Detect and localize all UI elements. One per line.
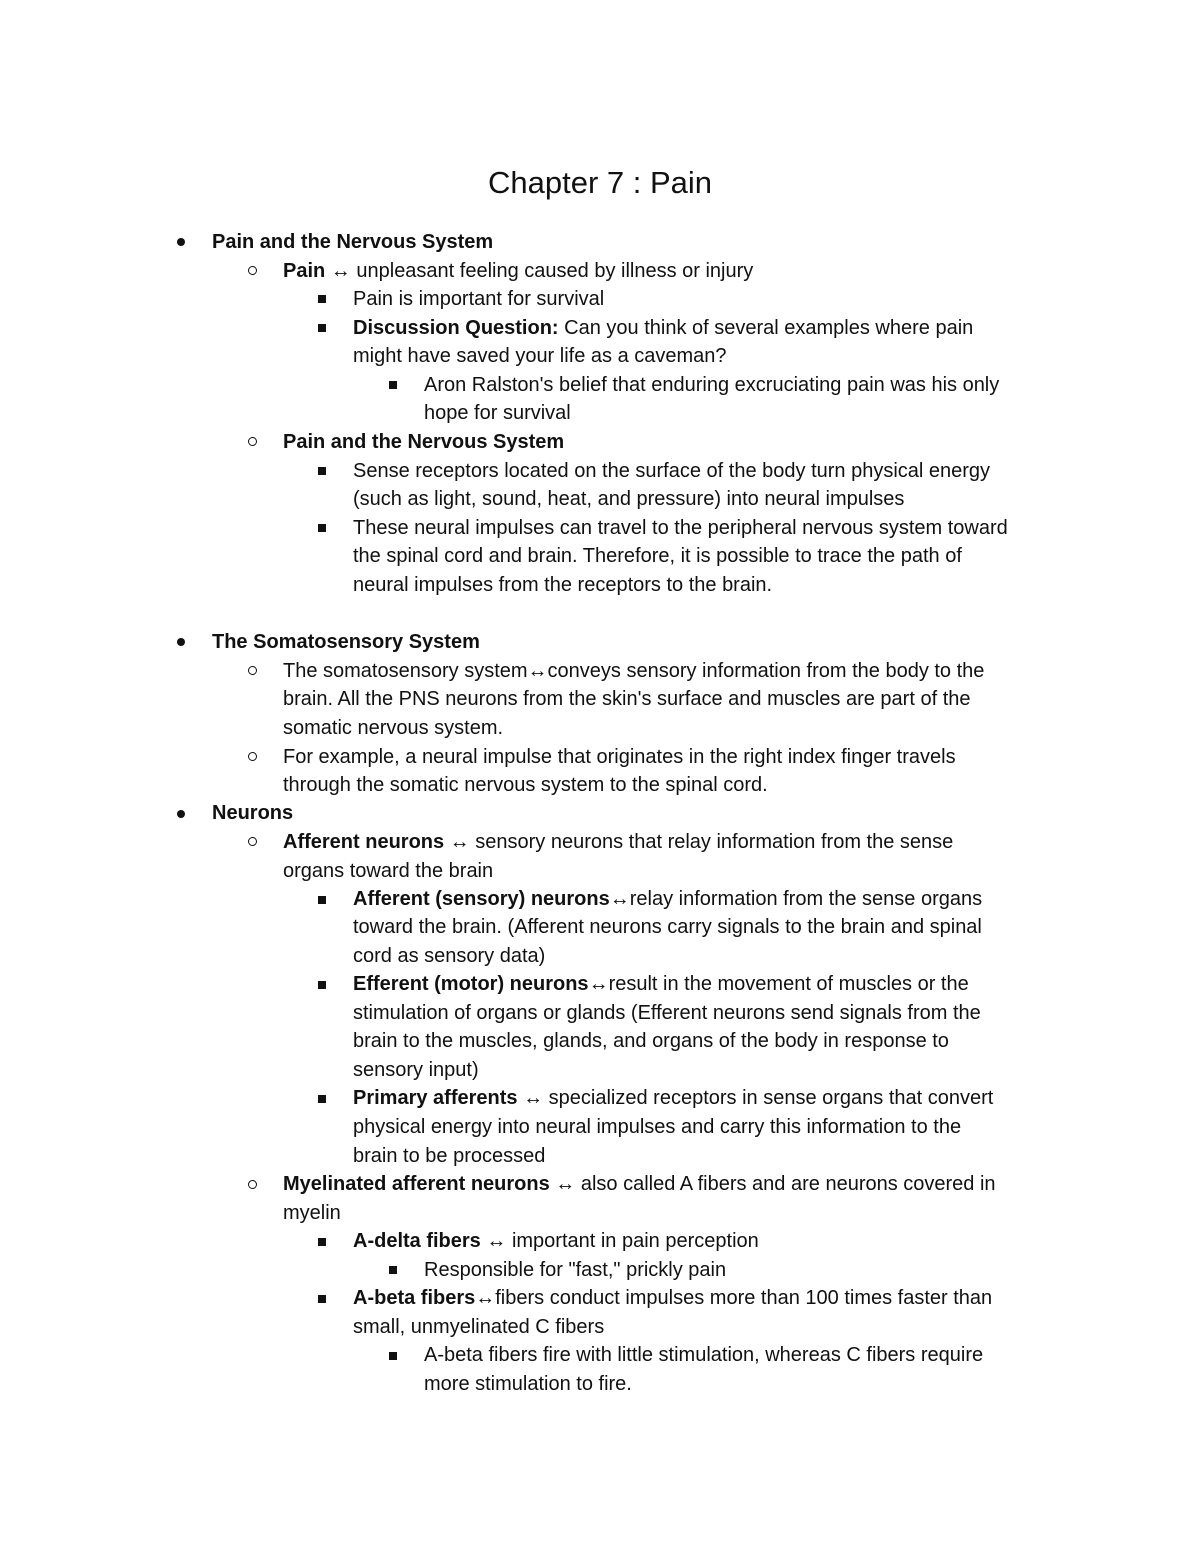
term: Afferent (sensory) neurons bbox=[353, 888, 610, 910]
text-line: sensory input) bbox=[353, 1059, 479, 1081]
arrow-separator: ↔ bbox=[609, 888, 630, 910]
bullet-square bbox=[318, 896, 326, 904]
list-item bbox=[353, 970, 969, 999]
definition: also called A fibers and are neurons covered in bbox=[580, 1173, 996, 1195]
bullet-square bbox=[318, 324, 326, 332]
section-heading: Pain and the Nervous System bbox=[212, 231, 494, 253]
definition: relay information from the sense organs bbox=[629, 888, 983, 910]
bullet-square bbox=[318, 1238, 326, 1246]
definition: unpleasant feeling caused by illness or injury bbox=[356, 260, 754, 282]
bullet-square bbox=[318, 1295, 326, 1303]
bullet-disc bbox=[177, 638, 185, 646]
list-item: Pain is important for survival bbox=[353, 288, 605, 310]
definition: sensory neurons that relay information from the sense bbox=[475, 831, 954, 853]
text-line: (such as light, sound, heat, and pressure) into neural impulses bbox=[353, 488, 905, 510]
bullet-square bbox=[318, 524, 326, 532]
list-item: Aron Ralston's belief that enduring excruciating pain was his only bbox=[424, 374, 1000, 396]
bullet-square bbox=[318, 1095, 326, 1103]
term: Afferent neurons bbox=[283, 831, 445, 853]
list-item bbox=[353, 1284, 992, 1313]
term: Efferent (motor) neurons bbox=[353, 973, 589, 995]
definition: fibers conduct impulses more than 100 times faster than bbox=[495, 1287, 993, 1309]
text-line: organs toward the brain bbox=[283, 860, 494, 882]
arrow-separator: ↔ bbox=[475, 1287, 496, 1309]
list-item bbox=[353, 885, 982, 914]
list-item: For example, a neural impulse that originates in the right index finger travels bbox=[283, 746, 956, 768]
list-item: These neural impulses can travel to the peripheral nervous system toward bbox=[353, 517, 1008, 539]
list-item bbox=[283, 257, 753, 286]
term: The somatosensory system bbox=[283, 660, 528, 682]
section-heading: Neurons bbox=[212, 802, 294, 824]
list-item: Responsible for "fast," prickly pain bbox=[424, 1259, 727, 1281]
arrow-separator: ↔ bbox=[527, 660, 548, 682]
term: A-delta fibers bbox=[353, 1230, 481, 1252]
bullet-circle bbox=[248, 752, 257, 761]
bullet-square bbox=[318, 981, 326, 989]
text-line: brain to the muscles, glands, and organs of the body in response to bbox=[353, 1030, 949, 1052]
bullet-circle bbox=[248, 837, 257, 846]
text-line: toward the brain. (Afferent neurons carry signals to the brain and spinal bbox=[353, 916, 982, 938]
bullet-square bbox=[389, 381, 397, 389]
text-line: stimulation of organs or glands (Efferent neurons send signals from the bbox=[353, 1002, 981, 1024]
arrow-separator: ↔ bbox=[549, 1173, 581, 1195]
arrow-separator: ↔ bbox=[325, 260, 357, 282]
text-line: brain to be processed bbox=[353, 1145, 546, 1167]
definition: result in the movement of muscles or the bbox=[608, 973, 969, 995]
term: Myelinated afferent neurons bbox=[283, 1173, 550, 1195]
text-line: physical energy into neural impulses and carry this information to the bbox=[353, 1116, 962, 1138]
bullet-circle bbox=[248, 437, 257, 446]
list-item bbox=[353, 1084, 993, 1113]
term: A-beta fibers bbox=[353, 1287, 476, 1309]
text-line: hope for survival bbox=[424, 402, 571, 424]
list-item: Sense receptors located on the surface of the body turn physical energy bbox=[353, 460, 991, 482]
bullet-square bbox=[318, 295, 326, 303]
bullet-circle bbox=[248, 266, 257, 275]
page-title: Chapter 7 : Pain bbox=[487, 165, 713, 200]
section-heading: The Somatosensory System bbox=[212, 631, 480, 653]
arrow-separator: ↔ bbox=[480, 1230, 512, 1252]
definition: conveys sensory information from the body to the bbox=[547, 660, 985, 682]
text-line: neural impulses from the receptors to the brain. bbox=[353, 574, 773, 596]
term: Primary afferents bbox=[353, 1087, 518, 1109]
text-line: brain. All the PNS neurons from the skin's surface and muscles are part of the bbox=[283, 688, 971, 710]
text-line: small, unmyelinated C fibers bbox=[353, 1316, 605, 1338]
subsection-heading: Pain and the Nervous System bbox=[283, 431, 565, 453]
bullet-disc bbox=[177, 810, 185, 818]
list-item bbox=[353, 314, 973, 343]
bullet-disc bbox=[177, 238, 185, 246]
definition: important in pain perception bbox=[511, 1230, 759, 1252]
text-line: through the somatic nervous system to the spinal cord. bbox=[283, 774, 768, 796]
bullet-square bbox=[389, 1352, 397, 1360]
list-item bbox=[283, 1170, 996, 1199]
definition: specialized receptors in sense organs that convert bbox=[548, 1087, 994, 1109]
text-line: somatic nervous system. bbox=[283, 717, 504, 739]
term: Discussion Question: bbox=[353, 317, 559, 339]
text-line: myelin bbox=[283, 1202, 341, 1224]
list-item bbox=[283, 828, 953, 857]
list-item: A-beta fibers fire with little stimulation, whereas C fibers require bbox=[424, 1344, 984, 1366]
text-line: the spinal cord and brain. Therefore, it is possible to trace the path of bbox=[353, 545, 962, 567]
term: Pain bbox=[283, 260, 326, 282]
bullet-circle bbox=[248, 1180, 257, 1189]
text-run: Can you think of several examples where pain bbox=[558, 317, 974, 339]
bullet-square bbox=[318, 467, 326, 475]
list-item bbox=[283, 657, 984, 686]
bullet-square bbox=[389, 1266, 397, 1274]
bullet-circle bbox=[248, 666, 257, 675]
arrow-separator: ↔ bbox=[517, 1087, 549, 1109]
text-line: more stimulation to fire. bbox=[424, 1373, 632, 1395]
text-line: might have saved your life as a caveman? bbox=[353, 345, 727, 367]
arrow-separator: ↔ bbox=[444, 831, 476, 853]
text-line: cord as sensory data) bbox=[353, 945, 546, 967]
list-item bbox=[353, 1227, 759, 1256]
arrow-separator: ↔ bbox=[588, 973, 609, 995]
